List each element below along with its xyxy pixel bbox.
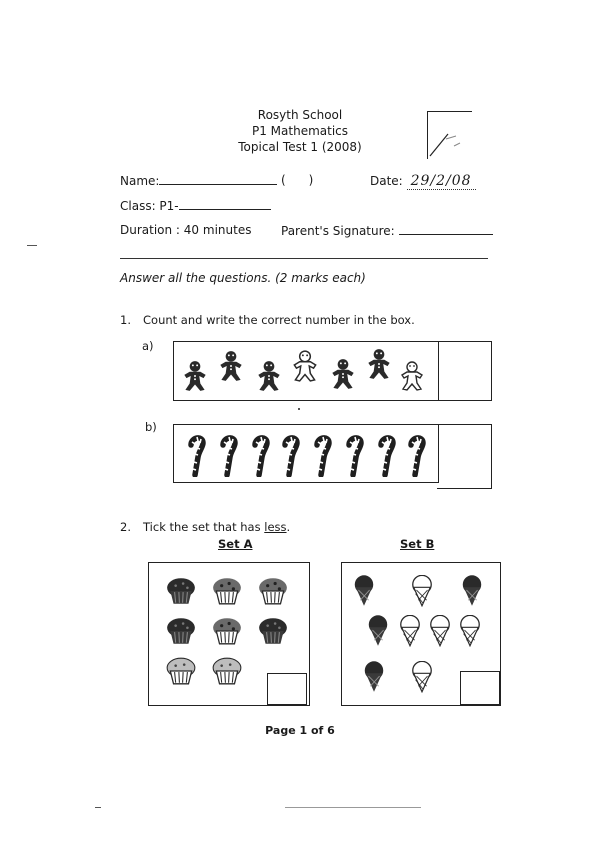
date-field[interactable] bbox=[370, 173, 476, 189]
question-1a-answer-box[interactable] bbox=[437, 341, 492, 401]
ice-cream-cone-icon bbox=[369, 615, 387, 645]
muffin-icon bbox=[213, 658, 241, 684]
muffin-icon bbox=[213, 578, 241, 604]
scan-speck bbox=[298, 408, 300, 410]
candy-cane-icon bbox=[317, 437, 329, 475]
test-title: Topical Test 1 (2008) bbox=[238, 140, 362, 154]
muffin-icon bbox=[167, 578, 195, 604]
question-1-number: 1. bbox=[120, 313, 131, 327]
gingerbread-man-icon bbox=[220, 351, 241, 381]
gingerbread-man-icon bbox=[258, 361, 279, 391]
question-2-text-prefix: Tick the set that has bbox=[143, 520, 265, 534]
question-1b-picture-box bbox=[173, 424, 439, 483]
candy-cane-icon bbox=[223, 437, 235, 475]
set-b-tick-box[interactable] bbox=[460, 671, 500, 705]
name-label: Name: bbox=[120, 174, 160, 188]
gingerbread-man-icon bbox=[294, 351, 315, 381]
parent-signature-field[interactable] bbox=[281, 223, 493, 238]
muffin-icon bbox=[213, 618, 241, 644]
question-1b-label: b) bbox=[145, 420, 157, 434]
ice-cream-cone-icon bbox=[463, 575, 481, 605]
class-field[interactable] bbox=[120, 198, 271, 213]
ice-cream-cone-icon bbox=[413, 575, 431, 605]
set-b-box[interactable] bbox=[341, 562, 501, 706]
question-1b-answer-box[interactable] bbox=[437, 424, 492, 489]
muffin-icon bbox=[167, 658, 195, 684]
gingerbread-man-icon bbox=[368, 349, 389, 379]
candy-cane-icon bbox=[381, 437, 393, 475]
muffin-icon bbox=[259, 618, 287, 644]
question-2-emphasis: less bbox=[264, 520, 287, 534]
date-label: Date: bbox=[370, 174, 403, 188]
candy-cane-icon bbox=[285, 437, 297, 475]
date-handwritten-value: 29/2/08 bbox=[407, 173, 476, 190]
candy-cane-icon bbox=[349, 437, 361, 475]
ice-cream-cone-icon bbox=[461, 615, 479, 645]
gingerbread-man-icon bbox=[332, 359, 353, 389]
set-b-label: Set B bbox=[400, 537, 435, 551]
duration-text: Duration : 40 minutes bbox=[120, 223, 252, 237]
question-1a-picture-box bbox=[173, 341, 439, 401]
ice-cream-cone-icon bbox=[401, 615, 419, 645]
set-a-label: Set A bbox=[218, 537, 253, 551]
set-a-box[interactable] bbox=[148, 562, 310, 706]
header-divider bbox=[120, 258, 488, 259]
signature-line bbox=[399, 223, 493, 235]
parent-signature-label: Parent's Signature: bbox=[281, 224, 395, 238]
subject-title: P1 Mathematics bbox=[251, 124, 349, 138]
muffin-icon bbox=[259, 578, 287, 604]
score-box bbox=[427, 111, 472, 159]
scan-speck bbox=[27, 245, 37, 246]
ice-cream-cone-icon bbox=[365, 661, 383, 691]
candy-cane-icon bbox=[411, 437, 423, 475]
instructions: Answer all the questions. (2 marks each) bbox=[120, 271, 366, 285]
question-2-number: 2. bbox=[120, 520, 131, 534]
score-slash-mark bbox=[428, 112, 472, 159]
set-a-tick-box[interactable] bbox=[267, 673, 307, 705]
school-name: Rosyth School bbox=[257, 108, 343, 122]
question-1-text: Count and write the correct number in the box. bbox=[143, 313, 415, 327]
candy-cane-icon bbox=[191, 437, 203, 475]
name-field[interactable] bbox=[120, 173, 277, 188]
candy-cane-icon bbox=[255, 437, 267, 475]
class-label: Class: P1- bbox=[120, 199, 179, 213]
question-1a-label: a) bbox=[142, 339, 154, 353]
gingerbread-man-icon bbox=[184, 361, 205, 391]
question-2-text bbox=[143, 520, 290, 534]
muffin-icon bbox=[167, 618, 195, 644]
gingerbread-man-icon bbox=[402, 362, 422, 390]
register-number-parentheses: ( ) bbox=[281, 173, 314, 187]
class-line bbox=[179, 198, 271, 210]
ice-cream-cone-icon bbox=[431, 615, 449, 645]
ice-cream-cone-icon bbox=[413, 661, 431, 691]
page-number: Page 1 of 6 bbox=[265, 724, 335, 737]
question-2-text-suffix: . bbox=[286, 520, 291, 534]
ice-cream-cone-icon bbox=[355, 575, 373, 605]
name-line bbox=[159, 173, 277, 185]
scan-speck bbox=[95, 807, 101, 808]
scan-speck bbox=[285, 807, 421, 808]
